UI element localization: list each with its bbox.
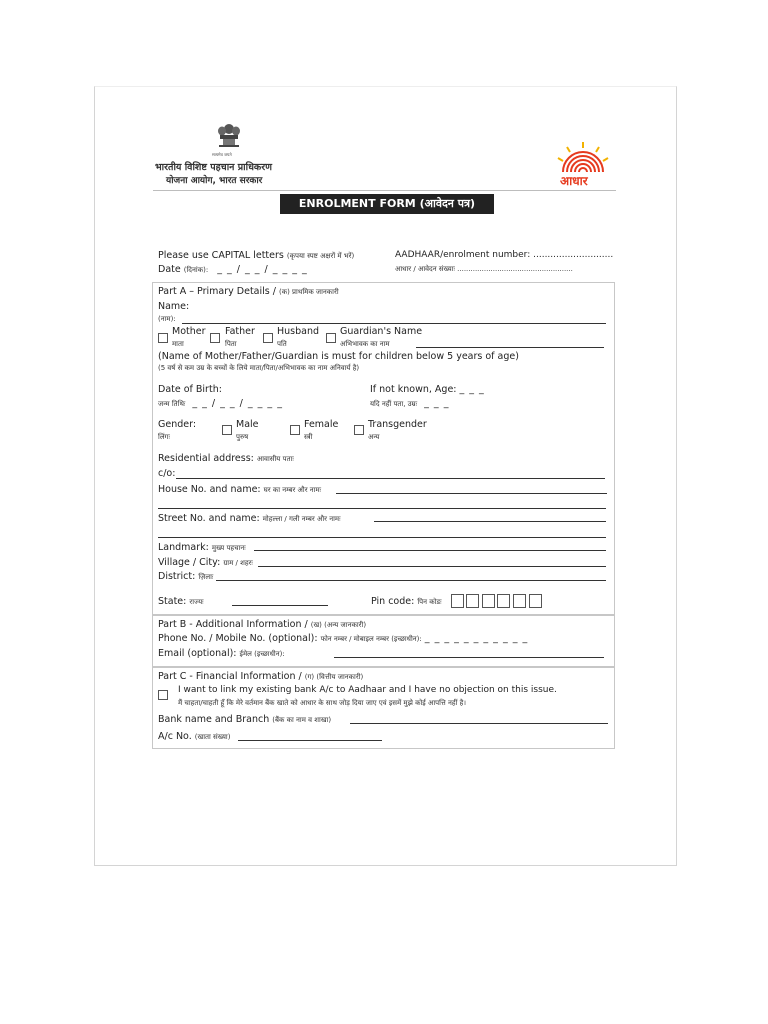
name-label-hi: (नाम): bbox=[158, 315, 176, 323]
mother-checkbox[interactable] bbox=[158, 333, 168, 343]
district-label: District: ज़िलाः bbox=[158, 571, 214, 582]
ac-label: A/c No. (खाता संख्या) bbox=[158, 731, 231, 742]
form-title: ENROLMENT FORM (आवेदन पत्र) bbox=[280, 194, 494, 214]
capital-note: Please use CAPITAL letters (कृपया स्पष्ट अक्षरों में भरें) bbox=[158, 250, 355, 261]
street-label: Street No. and name: मोहल्ला / गली नम्बर और नामः bbox=[158, 513, 341, 524]
email-label: Email (optional): ईमेल (इच्छाधीन): bbox=[158, 648, 285, 659]
name-input[interactable] bbox=[182, 323, 606, 324]
female-label-hi: स्त्री bbox=[304, 433, 313, 441]
house-input[interactable] bbox=[336, 493, 607, 494]
aadhaar-number-field[interactable]: AADHAAR/enrolment number: ............................ bbox=[395, 250, 614, 260]
pin-box-1[interactable] bbox=[451, 594, 464, 608]
lion-capital-emblem-icon bbox=[215, 123, 243, 153]
mother-label: Mother bbox=[172, 326, 206, 337]
village-label: Village / City: ग्राम / शहरः bbox=[158, 557, 253, 568]
guardian-checkbox[interactable] bbox=[326, 333, 336, 343]
dob-field[interactable]: जन्म तिथिः _ _ / _ _ / _ _ _ _ bbox=[158, 398, 283, 409]
aadhaar-logo-text: आधार bbox=[560, 174, 588, 188]
guardian-note-hi: (5 वर्ष से कम उम्र के बच्चों के लिये माता/पिता/अभिभावक का नाम अनिवार्य है) bbox=[158, 364, 360, 372]
transgender-label-hi: अन्य bbox=[368, 433, 380, 441]
bank-label: Bank name and Branch (बैंक का नाम व शाखा) bbox=[158, 714, 332, 725]
gender-label-hi: लिंगः bbox=[158, 433, 170, 441]
village-input[interactable] bbox=[258, 566, 606, 567]
transgender-label: Transgender bbox=[368, 419, 427, 430]
father-checkbox[interactable] bbox=[210, 333, 220, 343]
bank-link-consent: I want to link my existing bank A/c to Aadhaar and I have no objection on this issue. bbox=[178, 685, 557, 695]
landmark-input[interactable] bbox=[254, 550, 606, 551]
state-input[interactable] bbox=[232, 605, 328, 606]
address-label: Residential address: आवासीय पताः bbox=[158, 453, 294, 464]
name-label: Name: bbox=[158, 301, 190, 312]
pin-box-2[interactable] bbox=[466, 594, 479, 608]
pin-box-3[interactable] bbox=[482, 594, 495, 608]
org-subtitle: योजना आयोग, भारत सरकार bbox=[166, 176, 263, 186]
header-divider bbox=[153, 190, 616, 191]
bank-link-consent-hi: मैं चाहता/चाहती हूँ कि मेरे वर्तमान बैंक खाते को आधार के साथ जोड़ दिया जाए एवं इसमें मुझे कोई आपत्ति नहीं है। bbox=[178, 699, 466, 707]
husband-label: Husband bbox=[277, 326, 320, 337]
relation-name-input[interactable] bbox=[416, 347, 604, 348]
pin-box-5[interactable] bbox=[513, 594, 526, 608]
pin-box-6[interactable] bbox=[529, 594, 542, 608]
transgender-checkbox[interactable] bbox=[354, 425, 364, 435]
co-label: c/o: bbox=[158, 468, 176, 479]
female-label: Female bbox=[304, 419, 339, 430]
male-label: Male bbox=[236, 419, 259, 430]
age-field-hi: यदि नहीं पता, उम्रः _ _ _ bbox=[370, 398, 450, 409]
house-input-extra[interactable] bbox=[158, 508, 606, 509]
male-label-hi: पुरुष bbox=[236, 433, 249, 441]
husband-label-hi: पति bbox=[277, 340, 287, 348]
house-label: House No. and name: घर का नम्बर और नामः bbox=[158, 484, 322, 495]
guardian-note: (Name of Mother/Father/Guardian is must for children below 5 years of age) bbox=[158, 351, 519, 362]
bank-link-checkbox[interactable] bbox=[158, 690, 168, 700]
emblem-caption: सत्यमेव जयते bbox=[212, 152, 232, 157]
age-field[interactable]: If not known, Age: _ _ _ bbox=[370, 384, 485, 395]
email-input[interactable] bbox=[334, 657, 604, 658]
part-a-heading: Part A – Primary Details / (क) प्राथमिक जानकारी bbox=[158, 286, 339, 297]
street-input[interactable] bbox=[374, 521, 606, 522]
phone-field[interactable]: Phone No. / Mobile No. (optional): फोन नम्बर / मोबाइल नम्बर (इच्छाधीन): _ _ _ _ _ _ _ _ _ _ _ bbox=[158, 633, 529, 644]
father-label-hi: पिता bbox=[225, 340, 237, 348]
landmark-label: Landmark: मुख्य पहचानः bbox=[158, 542, 246, 553]
ac-input[interactable] bbox=[238, 740, 382, 741]
pin-box-4[interactable] bbox=[497, 594, 510, 608]
state-label: State: राज्यः bbox=[158, 596, 204, 607]
guardian-label: Guardian's Name bbox=[340, 326, 423, 337]
part-c-heading: Part C - Financial Information / (ग) (वित्तीय जानकारी) bbox=[158, 671, 364, 682]
aadhaar-number-label-hi: आधार / आवेदन संख्याः .................................................... bbox=[395, 265, 573, 273]
father-label: Father bbox=[225, 326, 255, 337]
bank-input[interactable] bbox=[350, 723, 608, 724]
guardian-label-hi: अभिभावक का नाम bbox=[340, 340, 390, 348]
male-checkbox[interactable] bbox=[222, 425, 232, 435]
husband-checkbox[interactable] bbox=[263, 333, 273, 343]
female-checkbox[interactable] bbox=[290, 425, 300, 435]
date-field[interactable]: Date (दिनांक): _ _ / _ _ / _ _ _ _ bbox=[158, 264, 308, 275]
gender-label: Gender: bbox=[158, 419, 197, 430]
district-input[interactable] bbox=[216, 580, 606, 581]
part-b-heading: Part B - Additional Information / (ख) (अन्य जानकारी) bbox=[158, 619, 367, 630]
pin-label: Pin code: पिन कोडः bbox=[371, 596, 442, 607]
org-name: भारतीय विशिष्ट पहचान प्राधिकरण bbox=[155, 162, 272, 173]
dob-label: Date of Birth: bbox=[158, 384, 222, 395]
mother-label-hi: माता bbox=[172, 340, 184, 348]
street-input-extra[interactable] bbox=[158, 537, 606, 538]
co-input[interactable] bbox=[176, 478, 605, 479]
